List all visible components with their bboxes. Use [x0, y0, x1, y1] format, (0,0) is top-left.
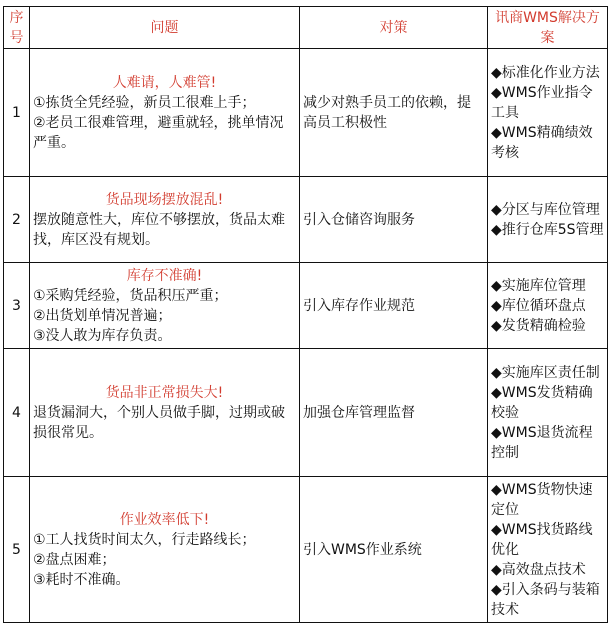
problem-line: ③没人敢为库存负责。	[33, 327, 172, 344]
solution-item: ◆WMS作业指令工具	[491, 84, 593, 121]
table-row	[4, 349, 608, 477]
problem-line: 摆放随意性大，库位不够摆放，货品太难找，库区没有规划。	[33, 211, 285, 248]
solution-item: ◆发货精确检验	[491, 317, 586, 334]
solution-item: ◆WMS精确绩效考核	[491, 124, 593, 161]
solution-item: ◆引入条码与装箱技术	[491, 581, 600, 618]
header-row	[4, 7, 608, 49]
problem-cell	[30, 349, 300, 477]
solution-item: ◆实施库区责任制	[491, 364, 600, 381]
problem-headline: 作业效率低下!	[119, 511, 210, 528]
problem-line: ②老员工很难管理，避重就轻，挑单情况严重。	[33, 114, 284, 151]
problem-line: 退货漏洞大，个别人员做手脚，过期或破损很常见。	[33, 404, 285, 441]
table-row	[4, 177, 608, 263]
header-problem: 问题	[30, 7, 300, 49]
header-measure: 对策	[300, 7, 488, 49]
row-number: 2	[4, 177, 30, 263]
problem-headline: 货品现场摆放混乱!	[105, 191, 224, 208]
measure-cell: 加强仓库管理监督	[300, 349, 488, 477]
problem-cell	[30, 263, 300, 349]
solution-item: ◆WMS货物快速定位	[491, 481, 593, 518]
problem-cell	[30, 177, 300, 263]
row-number: 1	[4, 49, 30, 177]
row-number: 5	[4, 477, 30, 623]
table-row	[4, 477, 608, 623]
table-row	[4, 49, 608, 177]
problem-cell	[30, 477, 300, 623]
row-number: 3	[4, 263, 30, 349]
solution-cell	[488, 177, 608, 263]
measure-cell: 引入WMS作业系统	[300, 477, 488, 623]
solution-item: ◆实施库位管理	[491, 277, 586, 294]
solution-item: ◆高效盘点技术	[491, 561, 586, 578]
problem-cell	[30, 49, 300, 177]
solution-cell	[488, 477, 608, 623]
problem-line: ①工人找货时间太久，行走路线长；	[33, 531, 256, 548]
problem-line: ①拣货全凭经验，新员工很难上手；	[33, 94, 256, 111]
row-number: 4	[4, 349, 30, 477]
problem-line: ②盘点困难；	[33, 551, 116, 568]
problem-headline: 货品非正常损失大!	[105, 384, 224, 401]
problem-headline: 库存不准确!	[126, 267, 203, 284]
header-seq: 序号	[4, 7, 30, 49]
solution-cell	[488, 49, 608, 177]
solution-item: ◆WMS退货流程控制	[491, 424, 593, 461]
problem-solution-table	[3, 6, 608, 623]
header-solution: 讯商WMS解决方案	[488, 7, 608, 49]
problem-line: ②出货划单情况普遍；	[33, 307, 172, 324]
measure-cell: 引入库存作业规范	[300, 263, 488, 349]
measure-cell: 减少对熟手员工的依赖，提高员工积极性	[300, 49, 488, 177]
solution-cell	[488, 263, 608, 349]
problem-headline: 人难请，人难管!	[112, 74, 217, 91]
solution-item: ◆分区与库位管理	[491, 201, 600, 218]
measure-cell: 引入仓储咨询服务	[300, 177, 488, 263]
solution-item: ◆WMS找货路线优化	[491, 521, 593, 558]
problem-line: ③耗时不准确。	[33, 571, 130, 588]
solution-cell	[488, 349, 608, 477]
table-row	[4, 263, 608, 349]
solution-item: ◆库位循环盘点	[491, 297, 586, 314]
solution-item: ◆标准化作业方法	[491, 64, 600, 81]
problem-line: ①采购凭经验，货品积压严重；	[33, 287, 228, 304]
solution-item: ◆推行仓库5S管理	[491, 221, 604, 238]
solution-item: ◆WMS发货精确校验	[491, 384, 593, 421]
